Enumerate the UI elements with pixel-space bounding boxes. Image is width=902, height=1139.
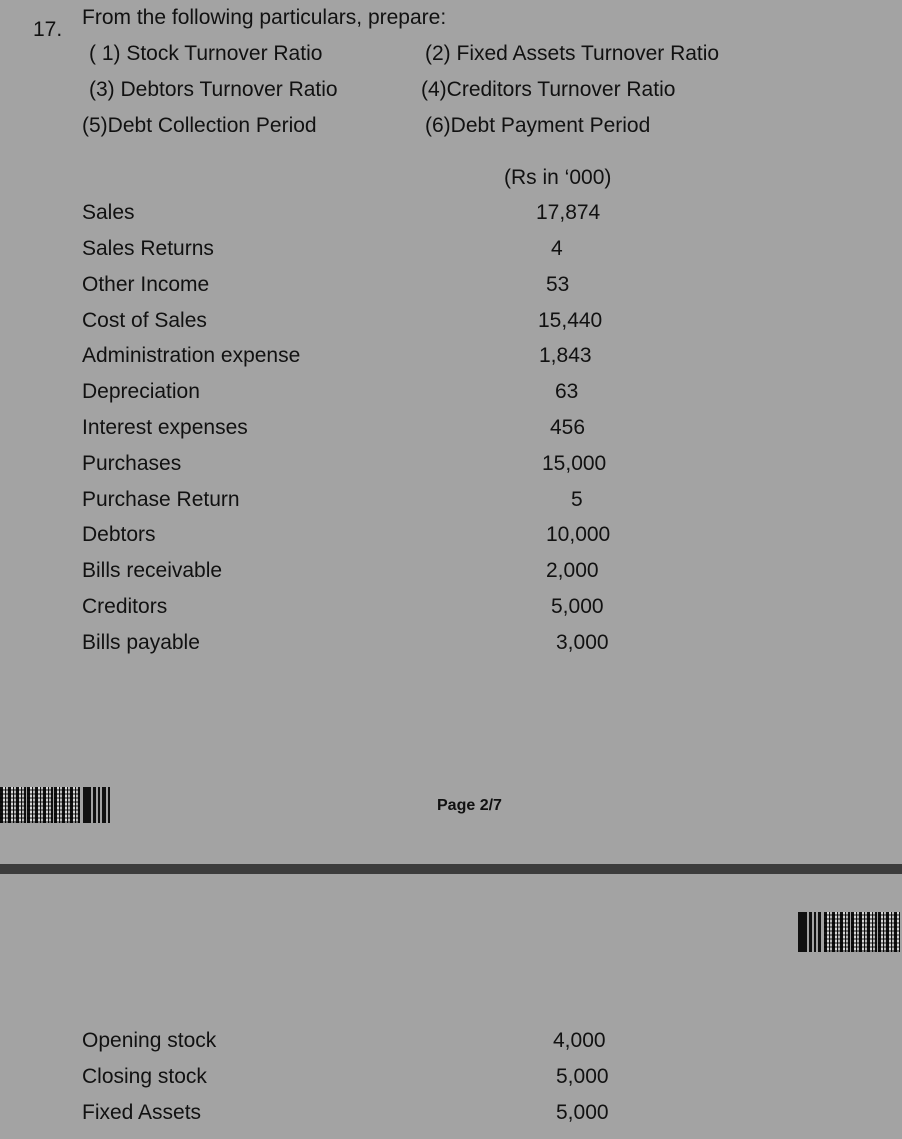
row-label: Sales bbox=[82, 201, 135, 224]
requirement-1: ( 1) Stock Turnover Ratio bbox=[89, 42, 323, 65]
row-label: Purchases bbox=[82, 452, 182, 475]
page-number: Page 2/7 bbox=[437, 797, 502, 814]
row-value: 5,000 bbox=[556, 1101, 609, 1124]
barcode-image bbox=[798, 912, 901, 952]
row-value: 5,000 bbox=[556, 1065, 609, 1088]
requirement-4: (4)Creditors Turnover Ratio bbox=[421, 78, 676, 101]
row-value: 5 bbox=[571, 488, 583, 511]
row-label: Opening stock bbox=[82, 1029, 217, 1052]
row-label: Other Income bbox=[82, 273, 210, 296]
barcode-image bbox=[0, 787, 112, 823]
row-label: Fixed Assets bbox=[82, 1101, 202, 1124]
page-divider bbox=[0, 864, 902, 874]
row-label: Administration expense bbox=[82, 344, 301, 367]
requirement-6: (6)Debt Payment Period bbox=[425, 114, 651, 137]
row-label: Purchase Return bbox=[82, 488, 240, 511]
row-label: Bills receivable bbox=[82, 559, 223, 582]
row-label: Closing stock bbox=[82, 1065, 207, 1088]
row-value: 53 bbox=[546, 273, 570, 296]
row-value: 3,000 bbox=[556, 631, 609, 654]
row-value: 5,000 bbox=[551, 595, 604, 618]
question-intro: From the following particulars, prepare: bbox=[82, 6, 447, 29]
units-header: (Rs in ‘000) bbox=[504, 166, 612, 189]
question-number: 17. bbox=[33, 18, 63, 41]
row-value: 15,440 bbox=[538, 309, 603, 332]
row-value: 15,000 bbox=[542, 452, 607, 475]
row-value: 2,000 bbox=[546, 559, 599, 582]
row-value: 4,000 bbox=[553, 1029, 606, 1052]
row-value: 456 bbox=[550, 416, 586, 439]
row-label: Creditors bbox=[82, 595, 168, 618]
row-label: Sales Returns bbox=[82, 237, 214, 260]
requirement-5: (5)Debt Collection Period bbox=[82, 114, 317, 137]
row-value: 1,843 bbox=[539, 344, 592, 367]
row-label: Debtors bbox=[82, 523, 156, 546]
requirement-3: (3) Debtors Turnover Ratio bbox=[89, 78, 338, 101]
row-label: Interest expenses bbox=[82, 416, 248, 439]
row-value: 10,000 bbox=[546, 523, 611, 546]
row-value: 4 bbox=[551, 237, 563, 260]
row-label: Depreciation bbox=[82, 380, 200, 403]
row-value: 17,874 bbox=[536, 201, 601, 224]
requirement-2: (2) Fixed Assets Turnover Ratio bbox=[425, 42, 720, 65]
row-label: Bills payable bbox=[82, 631, 200, 654]
row-label: Cost of Sales bbox=[82, 309, 207, 332]
row-value: 63 bbox=[555, 380, 579, 403]
